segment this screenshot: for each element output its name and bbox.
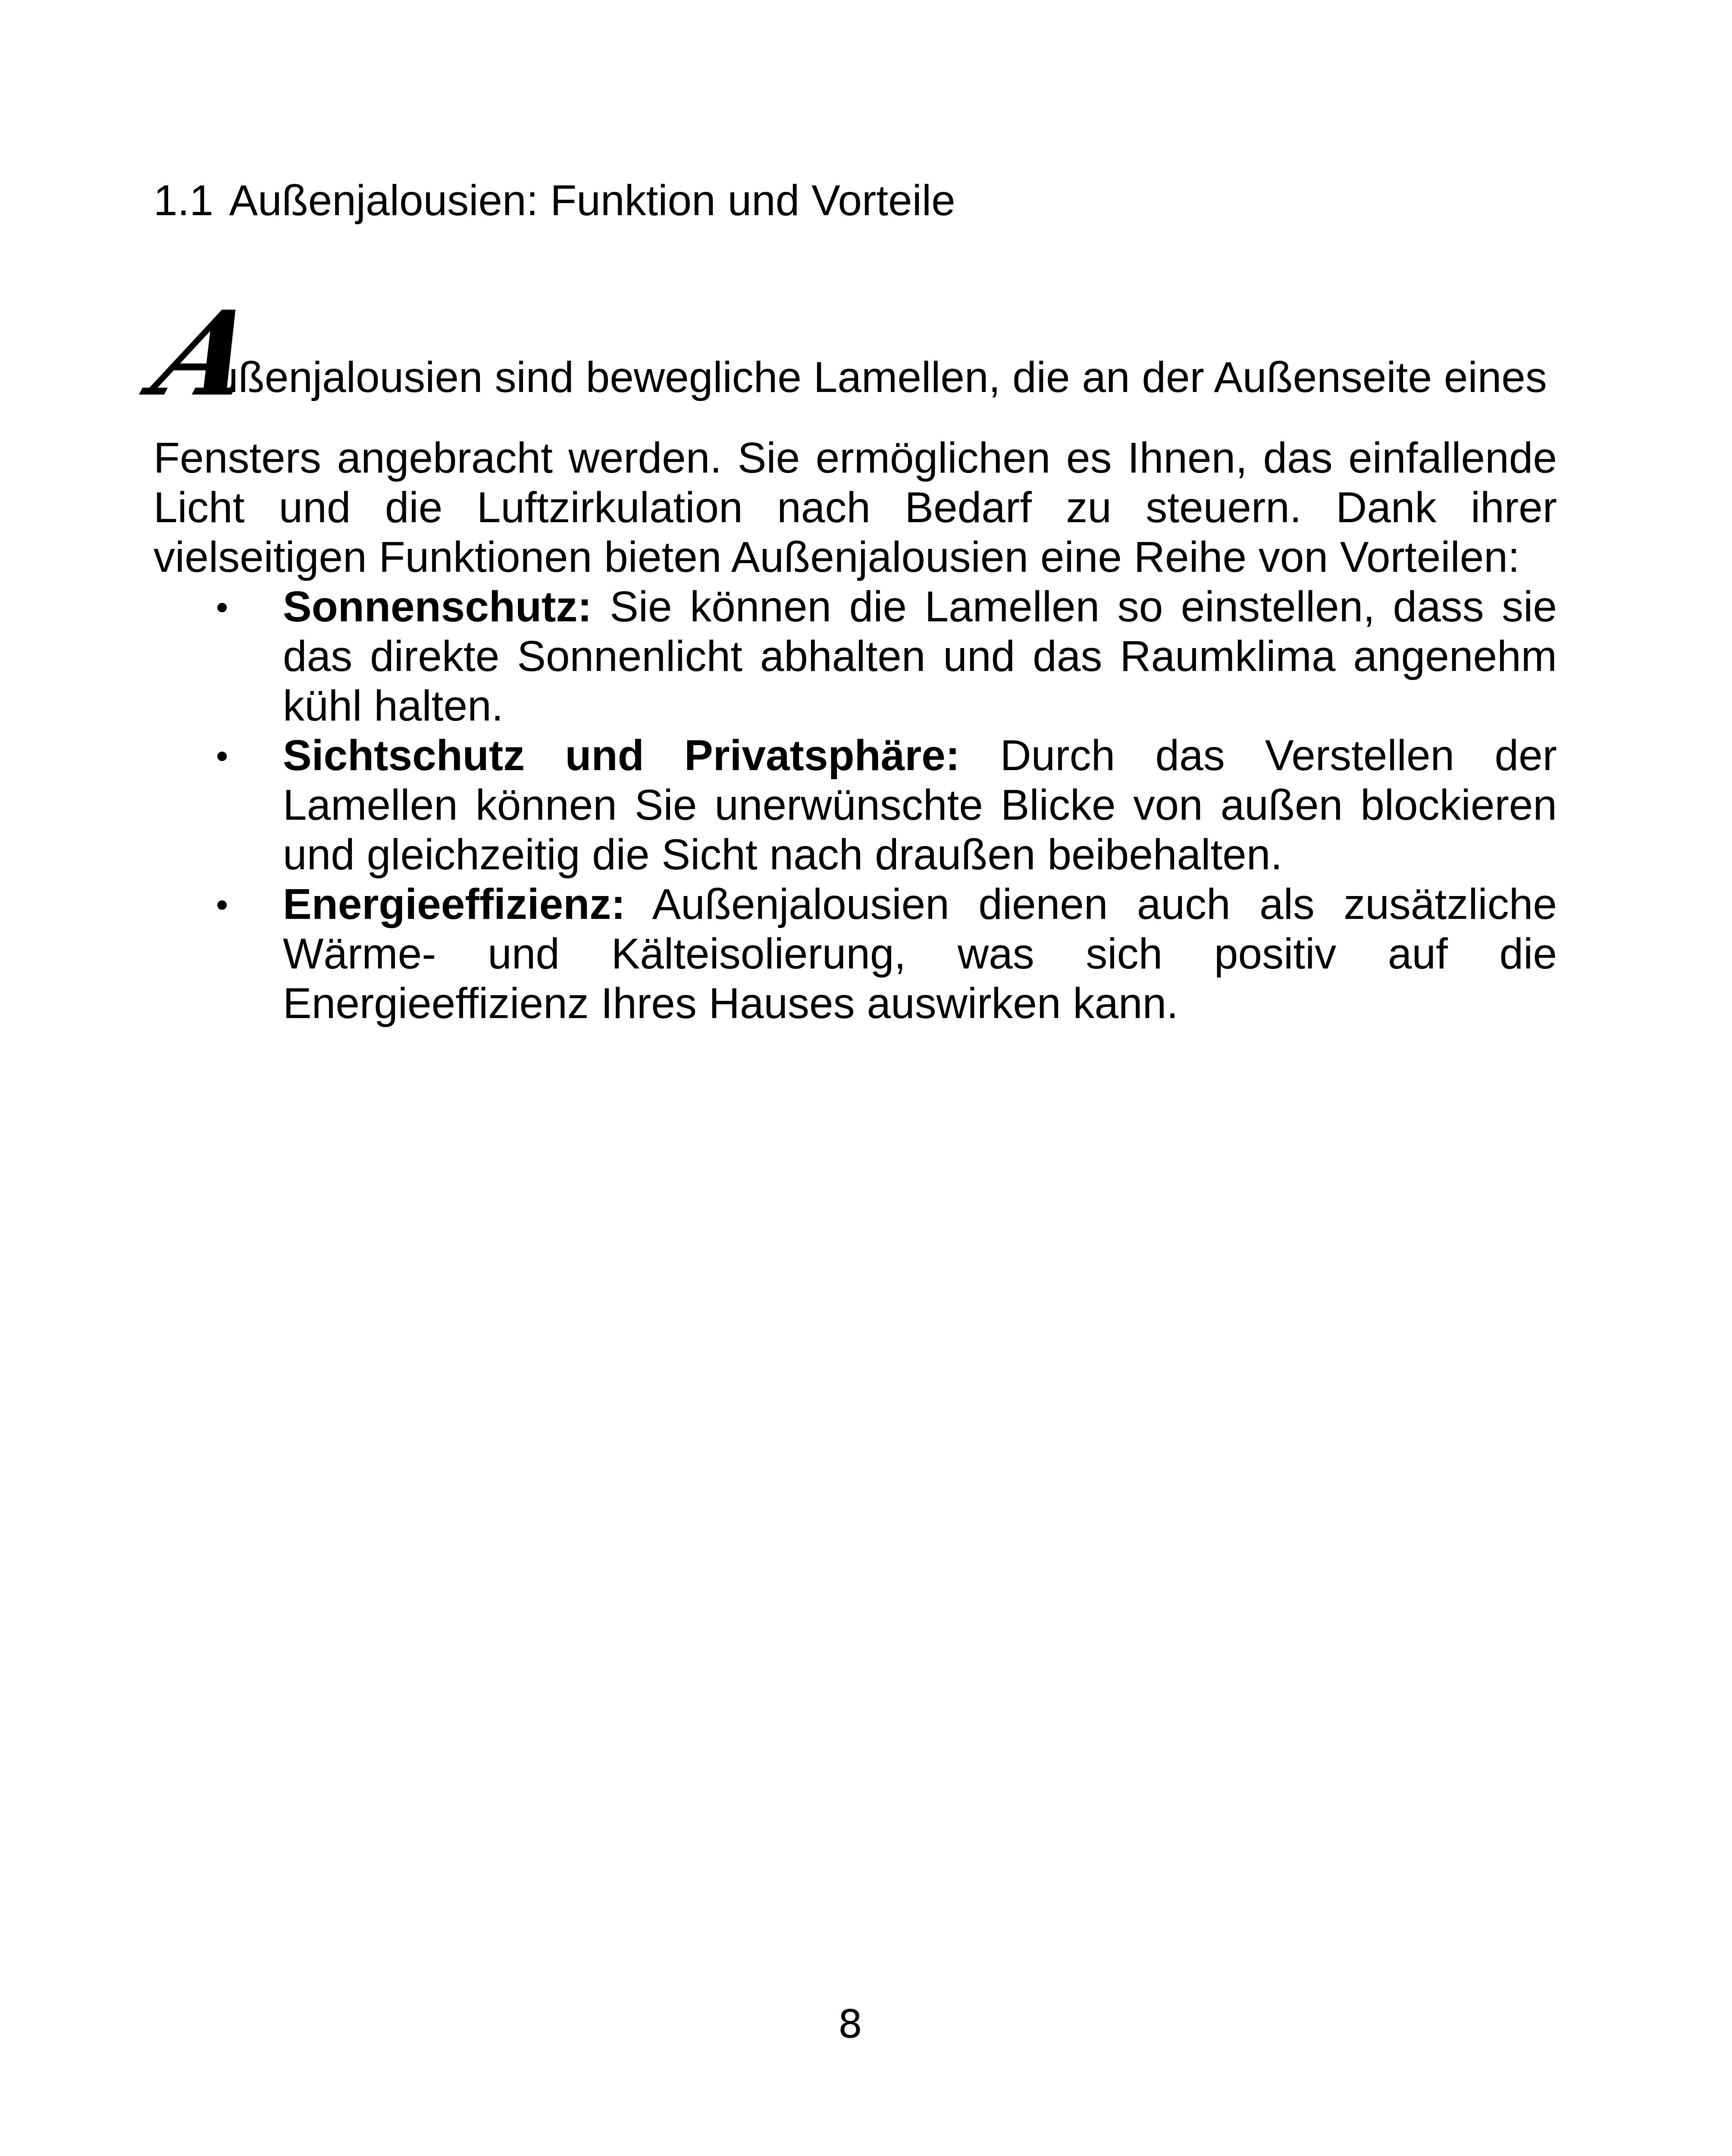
section-number: 1.1	[153, 176, 214, 225]
list-item-energieeffizienz	[153, 880, 1557, 1028]
section-heading	[153, 172, 955, 229]
list-item-sonnenschutz	[153, 582, 1557, 731]
intro-first-line	[139, 285, 1566, 422]
bullet-text: Durch das Verstellen der Lamellen können Sie unerwünschte Blicke von außen blockieren und gleichzeitig die Sicht nach draußen beibehalten.	[283, 731, 1557, 879]
benefits-list	[153, 582, 1557, 1028]
bullet-icon	[217, 900, 227, 910]
bullet-label: Sonnenschutz:	[283, 583, 592, 631]
list-item-sichtschutz	[153, 731, 1557, 880]
bullet-text: Sie können die Lamellen so einstellen, dass sie das direkte Sonnenlicht abhalten und das Raumklima angenehm kühl halten.	[283, 583, 1557, 730]
bullet-label: Energieeffizienz:	[283, 880, 626, 928]
intro-paragraph: Fensters angebracht werden. Sie ermöglichen es Ihnen, das einfallende Licht und die Luftzirkulation nach Bedarf zu steuern. Dank ihrer vielseitigen Funktionen bieten Außenjalousien eine Reihe von Vorteilen:	[153, 434, 1557, 581]
section-title: Außenjalousien: Funktion und Vorteile	[229, 176, 955, 225]
bullet-icon	[217, 603, 227, 612]
bullet-text: Außenjalousien dienen auch als zusätzliche Wärme- und Kälteisolierung, was sich positiv auf die Energieeffizienz Ihres Hauses auswirken kann.	[283, 880, 1557, 1028]
bullet-icon	[217, 752, 227, 761]
drop-cap: A	[139, 285, 274, 422]
intro-first-line-text: ußenjalousien sind bewegliche Lamellen, die an der Außenseite eines	[214, 353, 1547, 401]
bullet-label: Sichtschutz und Privatsphäre:	[283, 731, 960, 780]
page-number: 8	[838, 2002, 863, 2047]
